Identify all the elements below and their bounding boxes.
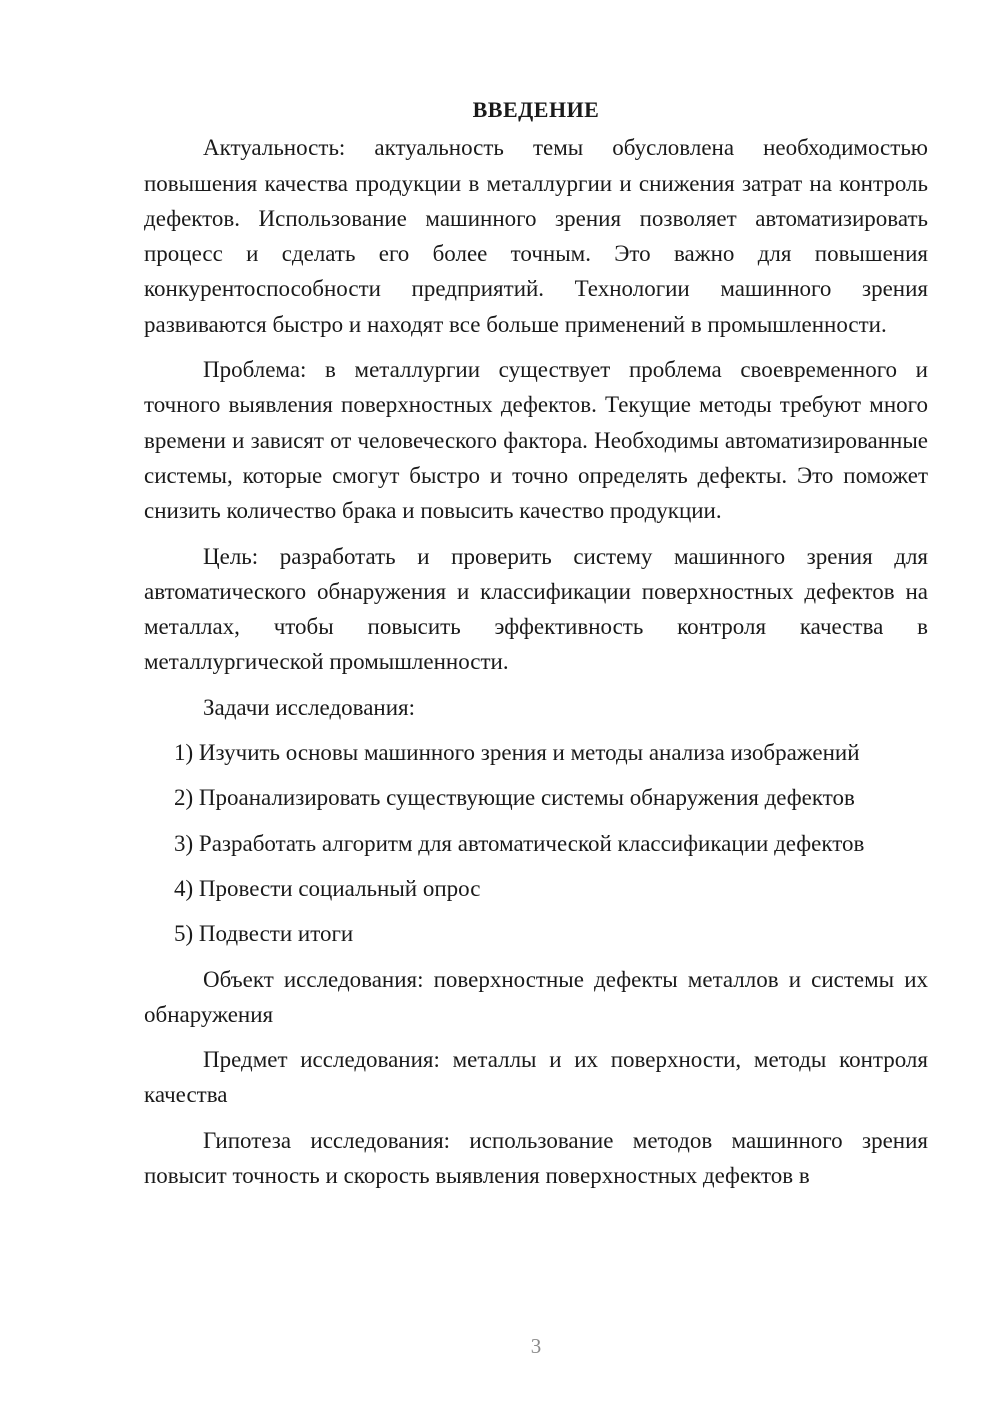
tasks-title: Задачи исследования: (203, 694, 416, 720)
paragraph-problem: Проблема: в металлургии существует проблема своевременного и точного выявления поверхностных дефектов. Текущие методы требуют много времени и зависят от человеческого фактора. Необходимы автоматизированные системы, которые смогут быстро и точно определять дефекты. Это поможет снизить количество брака и повысить качество продукции. (144, 357, 928, 524)
paragraph-hypothesis: Гипотеза исследования: использование методов машинного зрения повысит точность и скорость выявления поверхностных дефектов в (144, 1127, 928, 1189)
paragraph-goal: Цель: разработать и проверить систему машинного зрения для автоматического обнаружения и классификации поверхностных дефектов на металлах, чтобы повысить эффективность контроля качества в металлургической промышленности. (144, 543, 928, 675)
section-heading: ВВЕДЕНИЕ (472, 97, 600, 122)
paragraph-relevance: Актуальность: актуальность темы обусловлена необходимостью повышения качества продукции в металлургии и снижения затрат на контроль дефектов. Использование машинного зрения позволяет автоматизировать процесс и сделать его более точным. Это важно для повышения конкурентоспособности предприятий. Технологии машинного зрения развиваются быстро и находят все больше применений в промышленности. (144, 135, 928, 337)
page-content (144, 92, 928, 1203)
paragraph-subject: Предмет исследования: металлы и их поверхности, методы контроля качества (144, 1047, 928, 1108)
paragraph-object: Объект исследования: поверхностные дефекты металлов и системы их обнаружения (144, 966, 928, 1027)
page-number: 3 (530, 1334, 542, 1358)
task-item-5: 5) Подвести итоги (174, 921, 354, 947)
task-item-3: 3) Разработать алгоритм для автоматической классификации дефектов (174, 830, 865, 856)
task-item-2: 2) Проанализировать существующие системы обнаружения дефектов (174, 785, 855, 811)
task-item-4: 4) Провести социальный опрос (174, 875, 481, 901)
task-item-1: 1) Изучить основы машинного зрения и методы анализа изображений (174, 740, 860, 766)
